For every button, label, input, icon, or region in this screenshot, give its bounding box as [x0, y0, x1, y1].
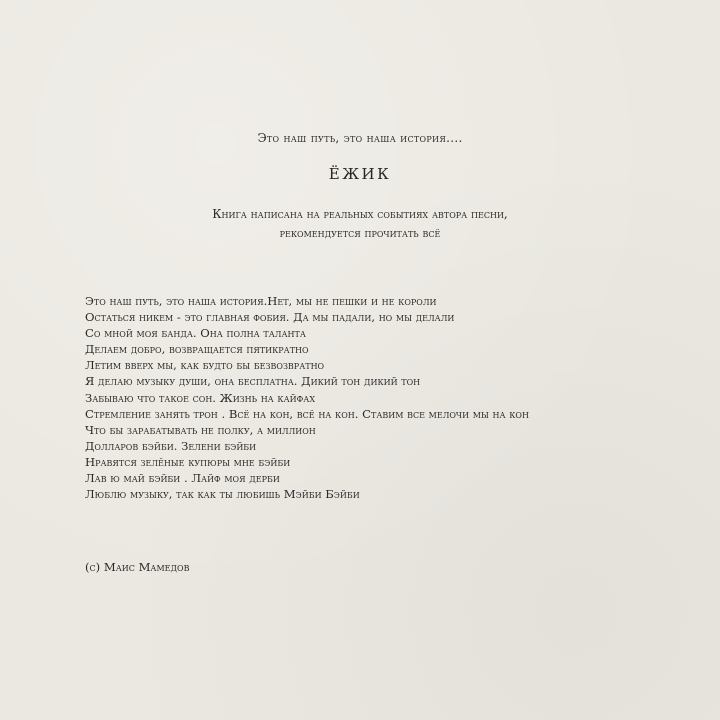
lyric-line: Это наш путь, это наша история.Нет, мы не пешки и не короли	[85, 294, 437, 308]
lyric-line: Что бы зарабатывать не полку, а миллион	[85, 422, 316, 437]
copyright-line: (с) Маис Мамедов	[85, 560, 190, 574]
lyric-line: Стремление занять трон . Всё на кон, всё на кон. Ставим все мелочи мы на кон	[85, 406, 529, 421]
epigraph: Это наш путь, это наша история....	[257, 131, 463, 145]
book-subtitle	[0, 205, 720, 243]
lyric-line: Я делаю музыку души, она бесплатна. Дикий тон дикий тон	[85, 374, 421, 389]
book-title: ЁЖИК	[328, 165, 392, 183]
lyrics-block	[85, 293, 705, 502]
lyric-line: Лав ю май бэйби . Лайф моя дерби	[85, 471, 280, 486]
lyric-line: Летим вверх мы, как будто бы безвозвратно	[85, 358, 325, 373]
lyric-line: Забываю что такое сон. Жизнь на кайфах	[85, 390, 316, 405]
lyric-line: Нравятся зелёные купюры мне бэйби	[85, 454, 291, 469]
subtitle-line: Книга написана на реальных событиях автора песни,	[212, 207, 508, 221]
lyric-line: Остаться никем - это главная фобия. Да мы падали, но мы делали	[85, 310, 455, 325]
lyric-line: Долларов бэйби. Зелени бэйби	[85, 438, 257, 453]
lyric-line: Делаем добро, возвращается пятикратно	[85, 342, 309, 357]
subtitle-line: рекомендуется прочитать всё	[279, 226, 441, 240]
lyric-line: Со мной моя банда. Она полна таланта	[85, 326, 306, 341]
lyric-line: Люблю музыку, так как ты любишь Мэйби Бэйби	[85, 487, 360, 502]
